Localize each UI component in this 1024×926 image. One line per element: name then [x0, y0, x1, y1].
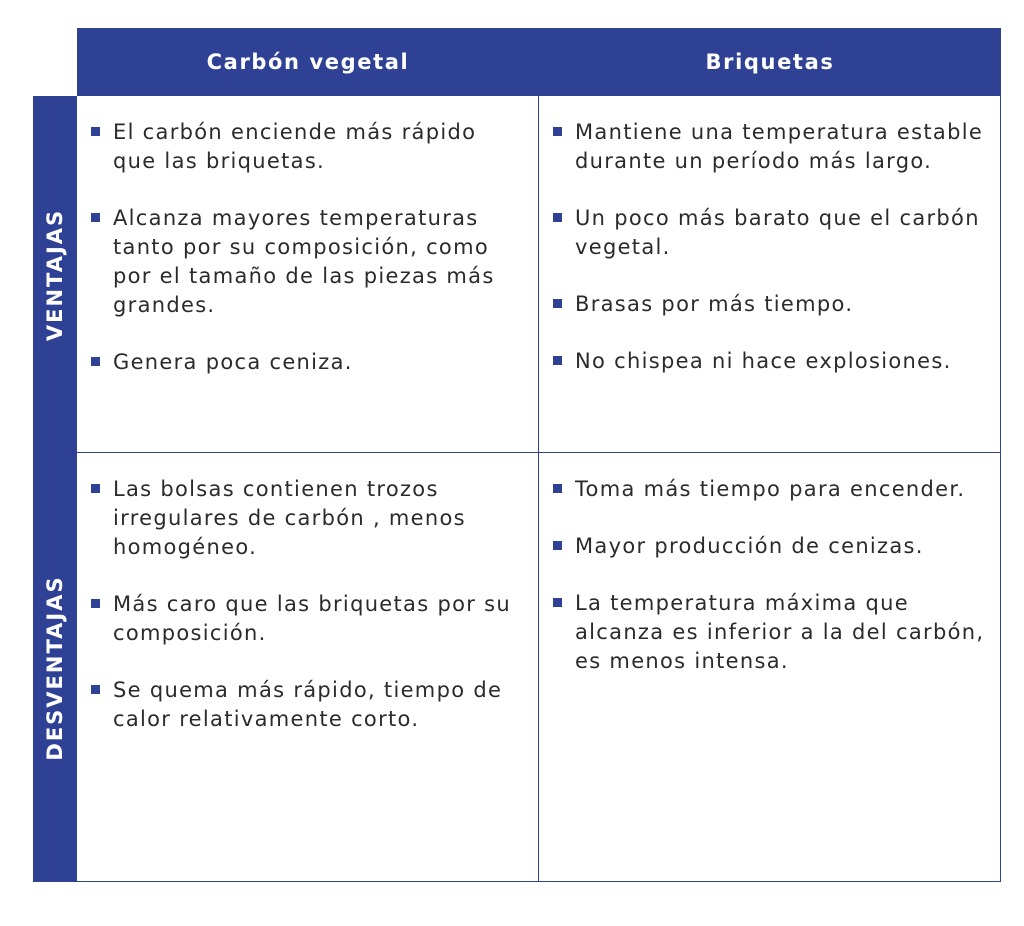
item-text: La temperatura máxima que alcanza es inferior a la del carbón, es menos intensa.: [575, 591, 985, 673]
square-bullet-icon: [553, 356, 562, 365]
item-text: Brasas por más tiempo.: [575, 292, 854, 316]
square-bullet-icon: [553, 213, 562, 222]
list-item: [553, 347, 986, 376]
square-bullet-icon: [91, 685, 100, 694]
item-text: Toma más tiempo para encender.: [575, 477, 966, 501]
list-item: [91, 348, 524, 377]
list-item: [553, 204, 986, 262]
cell-ventajas-carbon: [77, 96, 539, 453]
list-item: [553, 532, 986, 561]
item-text: Las bolsas contienen trozos irregulares de carbón , menos homogéneo.: [113, 477, 466, 559]
row-header-desventajas: [33, 453, 77, 882]
cell-desventajas-briquetas: [539, 453, 1001, 882]
square-bullet-icon: [91, 599, 100, 608]
list-item: [553, 290, 986, 319]
item-text: Genera poca ceniza.: [113, 350, 353, 374]
list-item: [553, 475, 986, 504]
item-text: Mayor producción de cenizas.: [575, 534, 924, 558]
list-item: [91, 475, 524, 562]
square-bullet-icon: [91, 484, 100, 493]
list-item: [553, 589, 986, 676]
list-item: [91, 590, 524, 648]
square-bullet-icon: [91, 127, 100, 136]
list-item: [553, 118, 986, 176]
square-bullet-icon: [553, 127, 562, 136]
list-item: [91, 118, 524, 176]
item-text: Se quema más rápido, tiempo de calor relativamente corto.: [113, 678, 503, 731]
item-text: El carbón enciende más rápido que las briquetas.: [113, 120, 477, 173]
square-bullet-icon: [553, 484, 562, 493]
row-label-desventajas: DESVENTAJAS: [43, 574, 67, 761]
item-text: Más caro que las briquetas por su composición.: [113, 592, 511, 645]
list-item: [91, 676, 524, 734]
row-label-ventajas: VENTAJAS: [43, 208, 67, 341]
list-item: [91, 204, 524, 320]
cell-ventajas-briquetas: [539, 96, 1001, 453]
square-bullet-icon: [553, 598, 562, 607]
item-text: No chispea ni hace explosiones.: [575, 349, 952, 373]
square-bullet-icon: [91, 213, 100, 222]
cell-desventajas-carbon: [77, 453, 539, 882]
square-bullet-icon: [553, 299, 562, 308]
column-header-briquetas: Briquetas: [539, 28, 1001, 96]
square-bullet-icon: [553, 541, 562, 550]
column-header-carbon-vegetal: Carbón vegetal: [77, 28, 539, 96]
item-text: Mantiene una temperatura estable durante un período más largo.: [575, 120, 984, 173]
item-text: Alcanza mayores temperaturas tanto por su composición, como por el tamaño de las piezas más grandes.: [113, 206, 495, 317]
row-header-ventajas: [33, 96, 77, 453]
item-text: Un poco más barato que el carbón vegetal.: [575, 206, 980, 259]
square-bullet-icon: [91, 357, 100, 366]
